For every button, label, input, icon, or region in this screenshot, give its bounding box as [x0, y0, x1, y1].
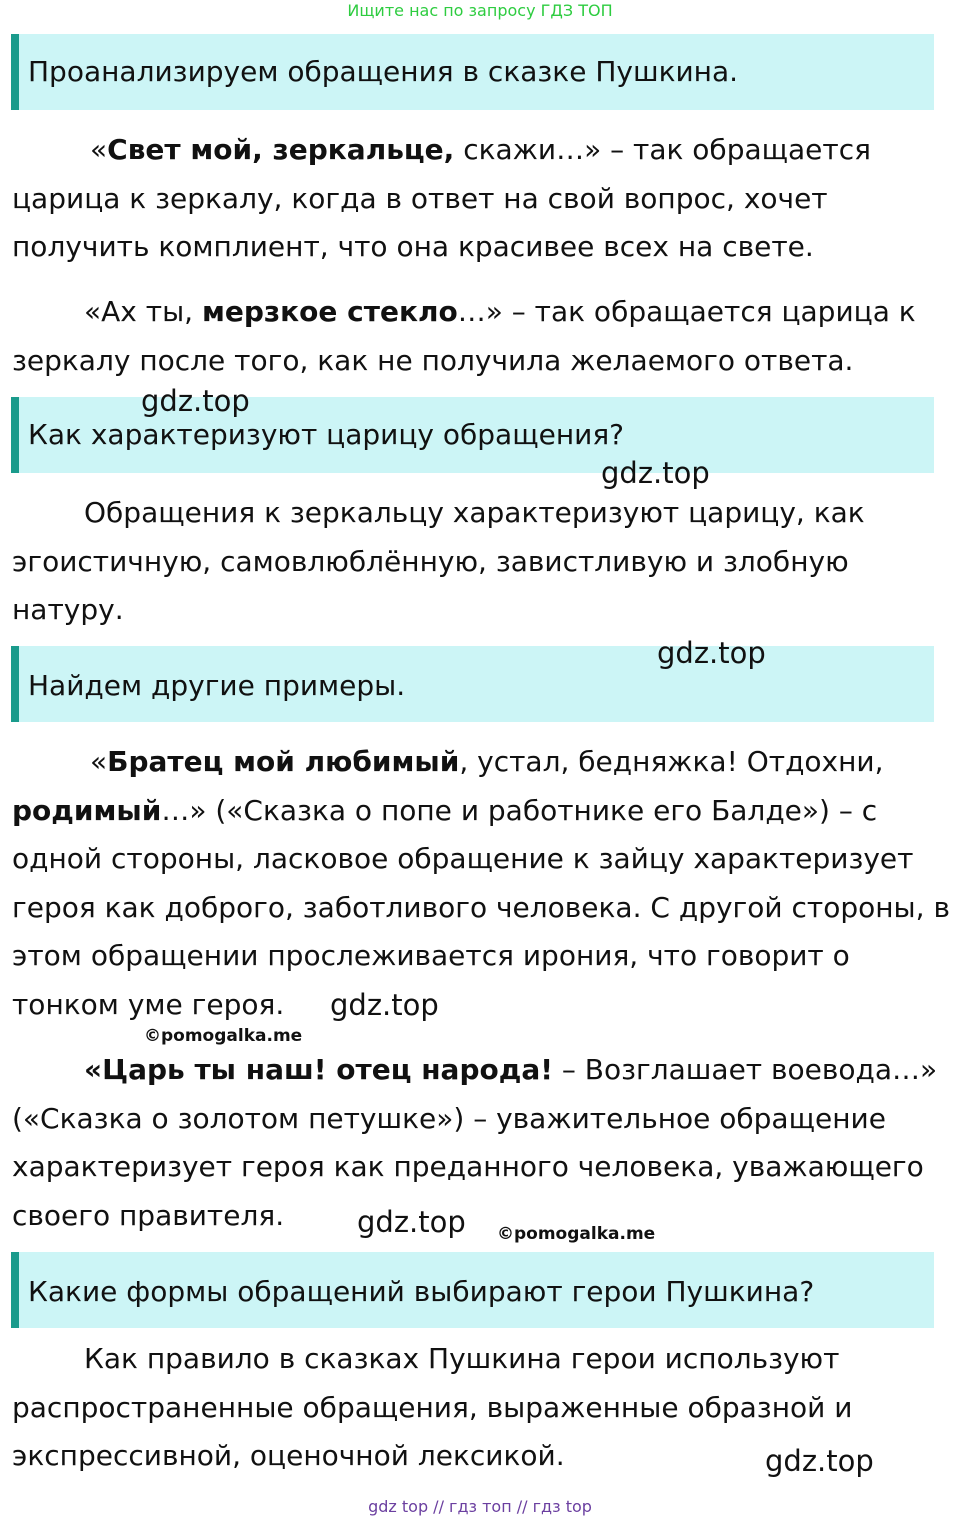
watermark: gdz.top [357, 1205, 466, 1239]
paragraph-3: Обращения к зеркальцу характеризуют царицу, как эгоистичную, самовлюблённую, завистливую и злобную натуру. [12, 496, 865, 626]
paragraph-6: Как правило в сказках Пушкина герои используют распространенные обращения, выраженные образной и экспрессивной, оценочной лексикой. [12, 1342, 853, 1472]
watermark: gdz.top [330, 988, 439, 1022]
search-banner: Ищите нас по запросу ГДЗ ТОП [347, 1, 613, 20]
watermark: gdz.top [141, 384, 250, 418]
watermark: gdz.top [601, 456, 710, 490]
paragraph-1: «Свет мой, зеркальце, скажи…» – так обращается царица к зеркалу, когда в ответ на свой вопрос, хочет получить комплиент, что она красивее всех на свете. [12, 133, 871, 263]
heading-text-2: Как характеризуют царицу обращения? [28, 418, 625, 451]
watermark: gdz.top [657, 636, 766, 670]
heading-text-1: Проанализируем обращения в сказке Пушкина. [28, 55, 739, 88]
watermark: gdz.top [765, 1444, 874, 1478]
heading-text-3: Найдем другие примеры. [28, 669, 406, 702]
paragraph-2: «Ах ты, мерзкое стекло…» – так обращается царица к зеркалу после того, как не получила желаемого ответа. [12, 295, 916, 377]
bold-address-2: мерзкое стекло [201, 295, 458, 328]
footer-links: gdz top // гдз топ // гдз top [368, 1497, 592, 1516]
paragraph-4: «Братец мой любимый, устал, бедняжка! Отдохни, родимый…» («Сказка о попе и работнике его Балде») – с одной стороны, ласковое обращение к зайцу характеризует героя как доброго, заботливого человека. С другой стороны, в этом обращении прослеживается ирония, что говорит о тонком уме героя. [12, 745, 950, 1021]
bold-address-3: Братец мой любимый [107, 745, 460, 778]
watermark-small: ©pomogalka.me [144, 1026, 303, 1046]
bold-address-1: Свет мой, зеркальце, [107, 133, 455, 166]
paragraph-5: «Царь ты наш! отец народа! – Возглашает воевода…» («Сказка о золотом петушке») – уважительное обращение характеризует героя как преданного человека, уважающего своего правителя. [12, 1053, 938, 1232]
section-heading-3 [11, 646, 934, 722]
bold-address-5: «Царь ты наш! отец народа! [84, 1053, 553, 1086]
section-heading-1 [11, 34, 934, 110]
section-heading-4 [11, 1252, 934, 1328]
heading-text-4: Какие формы обращений выбирают герои Пушкина? [28, 1275, 815, 1308]
watermark-small: ©pomogalka.me [497, 1224, 656, 1244]
bold-address-4: родимый [12, 793, 162, 827]
